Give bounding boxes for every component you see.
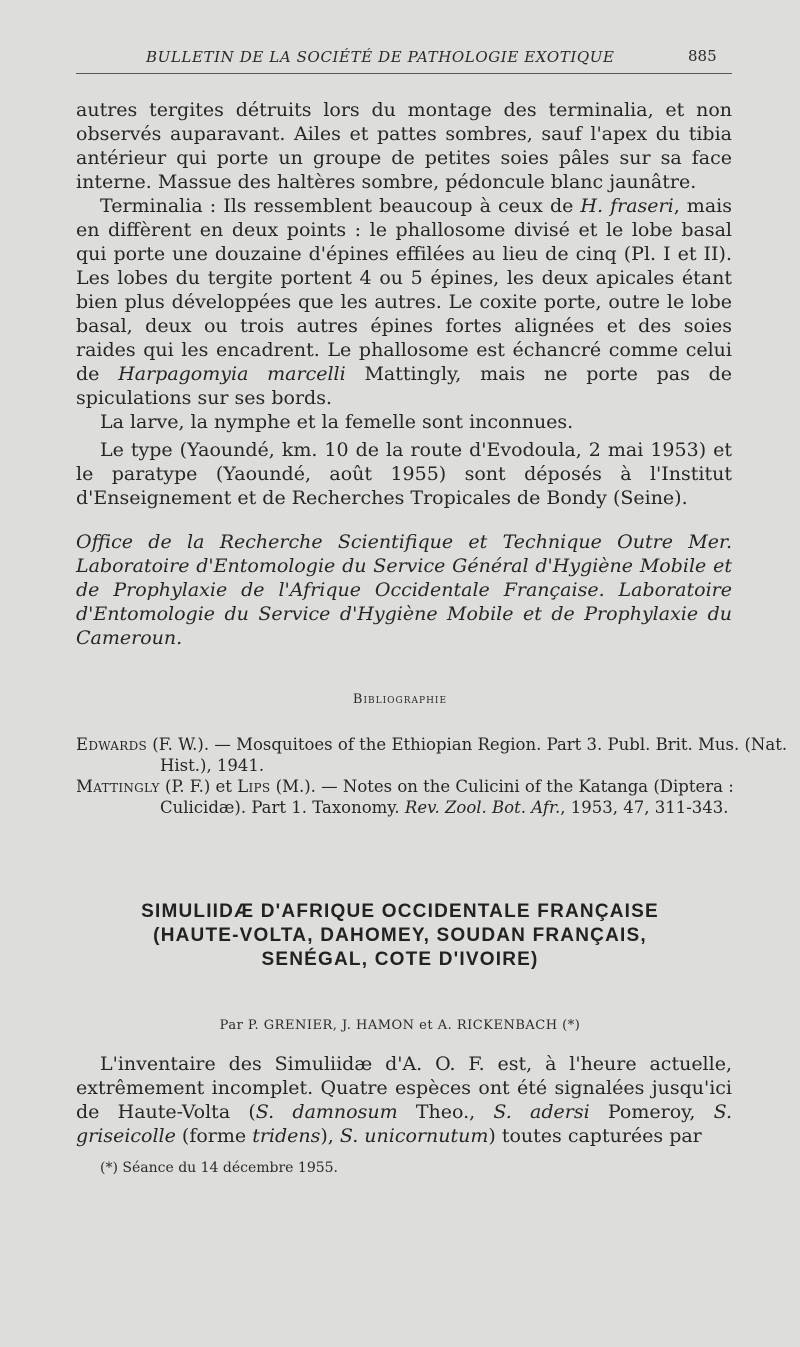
species-name: S. griseicolle bbox=[76, 1101, 733, 1147]
reference-author: Edwards bbox=[76, 735, 148, 754]
species-name: S. damnosum bbox=[255, 1101, 398, 1123]
intro-text: Theo., bbox=[397, 1101, 494, 1123]
paragraph-terminalia-text-c: Mattingly, mais ne porte pas de spiculations sur ses bords. bbox=[76, 363, 732, 409]
paragraph-continuation: autres tergites détruits lors du montage des terminalia, et non observés auparavant. Ailes et pattes sombres, sauf l'apex du tibia antérieur qui porte un groupe de petites soies pâles sur sa face interne. Massue des haltères sombre, pédoncule blanc jaunâtre. bbox=[76, 99, 732, 193]
species-name: H. fraseri bbox=[580, 195, 674, 217]
intro-text: (forme bbox=[175, 1125, 253, 1147]
article-title-line: (HAUTE-VOLTA, DAHOMEY, SOUDAN FRANÇAIS, bbox=[153, 925, 647, 946]
reference-text: (M.). — Notes on the Culicini of the Katanga (Diptera : Culicidæ). Part 1. Taxonomy. bbox=[160, 777, 734, 817]
footnote: (*) Séance du 14 décembre 1955. bbox=[100, 1160, 338, 1176]
paragraph-unknown-stages: La larve, la nymphe et la femelle sont inconnues. bbox=[100, 411, 574, 433]
intro-text: ) toutes capturées par bbox=[488, 1125, 702, 1147]
species-form: tridens bbox=[252, 1125, 321, 1147]
page-number: 885 bbox=[688, 47, 717, 65]
article-byline: Par P. GRENIER, J. HAMON et A. RICKENBACH (*) bbox=[219, 1018, 581, 1033]
intro-text: ), bbox=[320, 1125, 340, 1147]
article-title bbox=[0, 900, 800, 972]
species-name: Harpagomyia marcelli bbox=[118, 363, 346, 385]
reference-author: Lips bbox=[237, 777, 271, 796]
paragraph-terminalia bbox=[76, 194, 732, 410]
intro-text: Pomeroy, bbox=[589, 1101, 714, 1123]
article-intro-paragraph bbox=[76, 1052, 732, 1148]
reference-text: (P. F.) et bbox=[159, 777, 238, 796]
reference-text: (F. W.). — Mosquitoes of the Ethiopian Region. Part 3. Publ. Brit. Mus. (Nat. Hist.), 1941. bbox=[147, 735, 788, 775]
reference-item bbox=[76, 776, 800, 818]
intro-text: L'inventaire des Simuliidæ d'A. O. F. est, à l'heure actuelle, extrêmement incomplet. Quatre espèces ont été signalées jusqu'ici de Haute-Volta ( bbox=[76, 1053, 732, 1123]
header-rule bbox=[76, 73, 732, 74]
paragraph-terminalia-text-a: Terminalia : Ils ressemblent beaucoup à ceux de bbox=[100, 195, 581, 217]
species-name: S. adersi bbox=[493, 1101, 590, 1123]
article-title-line: SENÉGAL, COTE D'IVOIRE) bbox=[261, 949, 539, 970]
article-title-line: SIMULIIDÆ D'AFRIQUE OCCIDENTALE FRANÇAISE bbox=[141, 901, 659, 922]
bibliography-heading: Bibliographie bbox=[352, 692, 448, 707]
reference-author: Mattingly bbox=[76, 777, 160, 796]
running-title: BULLETIN DE LA SOCIÉTÉ DE PATHOLOGIE EXOTIQUE bbox=[146, 48, 615, 66]
paragraph-type-deposit: Le type (Yaoundé, km. 10 de la route d'Evodoula, 2 mai 1953) et le paratype (Yaoundé, août 1955) sont déposés à l'Institut d'Enseignement et de Recherches Tropicales de Bondy (Seine). bbox=[76, 439, 732, 509]
author-affiliation: Office de la Recherche Scientifique et Technique Outre Mer. Laboratoire d'Entomologie du Service Général d'Hygiène Mobile et de Prophylaxie de l'Afrique Occidentale Française. Laboratoire d'Entomologie du Service d'Hygiène Mobile et de Prophylaxie du Cameroun. bbox=[76, 531, 732, 649]
species-name: S. unicornutum bbox=[339, 1125, 489, 1147]
reference-item bbox=[76, 734, 800, 776]
reference-journal: Rev. Zool. Bot. Afr. bbox=[404, 798, 561, 817]
paragraph-terminalia-text-b: , mais en diffèrent en deux points : le phallosome divisé et le lobe basal qui porte une douzaine d'épines effilées au lieu de cinq (Pl. I et II). Les lobes du tergite portent 4 ou 5 épines, les deux apicales étant bien plus développées que les autres. Le coxite porte, outre le lobe basal, deux ou trois autres épines fortes alignées et des soies raides qui les encadrent. Le phallosome est échancré comme celui de bbox=[76, 195, 732, 385]
reference-text: , 1953, 47, 311-343. bbox=[560, 798, 729, 817]
